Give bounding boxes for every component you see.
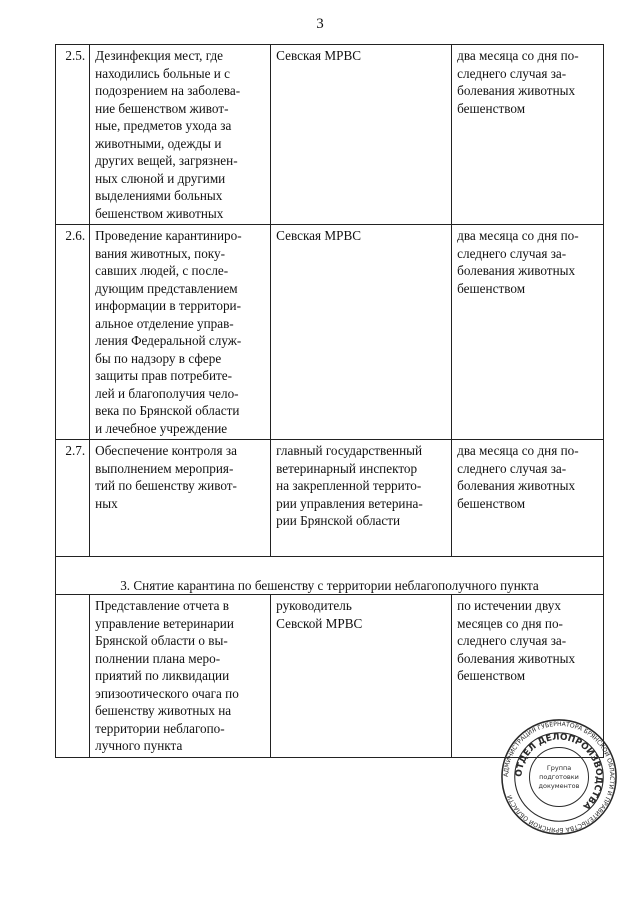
section-header-cell — [56, 557, 604, 595]
table-row — [56, 440, 604, 557]
stamp-outer-text: АДМИНИСТРАЦИЯ ГУБЕРНАТОРА БРЯНСКОЙ ОБЛАСТИ И ПРАВИТЕЛЬСТВА БРЯНСКОЙ ОБЛАСТИ — [502, 720, 616, 834]
page-number: 3 — [316, 16, 324, 32]
office-stamp — [500, 718, 618, 836]
measure-term: два месяца со дня по- следнего случая за- болевания животных бешенством — [452, 45, 604, 225]
item-number: 2.6. — [56, 225, 90, 440]
section-header-row — [56, 557, 604, 595]
measure-term: два месяца со дня по- следнего случая за- болевания животных бешенством — [452, 440, 604, 557]
measure-executor: Севская МРВС — [271, 225, 452, 440]
measure-description: Дезинфекция мест, где находились больные и с подозрением на заболева- ние бешенством живот- ные, предметов ухода за животными, одежды и других вещей, загрязнен- ных слюной и другими выделениями больных бешенством животных — [90, 45, 271, 225]
measure-description: Проведение карантиниро- вания животных, поку- савших людей, с после- дующим представлением информации в территори- альное отделение управ- ления Федеральной служ- бы по надзору в сфере защиты прав потребите- лей и благополучия чело- века по Брянской области и лечебное учреждение — [90, 225, 271, 440]
measure-term: по истечении двух месяцев со дня по- следнего случая за- болевания животных бешенством — [452, 595, 604, 758]
measures-table — [55, 44, 604, 758]
measure-description: Обеспечение контроля за выполнением мероприя- тий по бешенству живот- ных — [90, 440, 271, 557]
measure-term: два месяца со дня по- следнего случая за- болевания животных бешенством — [452, 225, 604, 440]
item-number — [56, 595, 90, 758]
stamp-center-line-2: подготовки — [539, 772, 579, 781]
item-number: 2.5. — [56, 45, 90, 225]
item-number: 2.7. — [56, 440, 90, 557]
stamp-ring-text: ОТДЕЛ ДЕЛОПРОИЗВОДСТВА — [514, 732, 604, 812]
measure-executor: Севская МРВС — [271, 45, 452, 225]
stamp-center-line-1: Группа — [546, 764, 572, 773]
measure-executor: главный государственный ветеринарный инспектор на закрепленной террито- рии управления ветерина- рии Брянской области — [271, 440, 452, 557]
measure-executor: руководитель Севской МРВС — [271, 595, 452, 758]
measure-description: Представление отчета в управление ветеринарии Брянской области о вы- полнении плана меро- приятий по ликвидации эпизоотического очага по бешенству животных на территории неблагопо- лучного пункта — [90, 595, 271, 758]
table-row — [56, 45, 604, 225]
stamp-center-line-3: документов — [538, 781, 580, 790]
section-title: 3. Снятие карантина по бешенству с территории неблагополучного пункта — [120, 577, 539, 593]
table-row — [56, 225, 604, 440]
